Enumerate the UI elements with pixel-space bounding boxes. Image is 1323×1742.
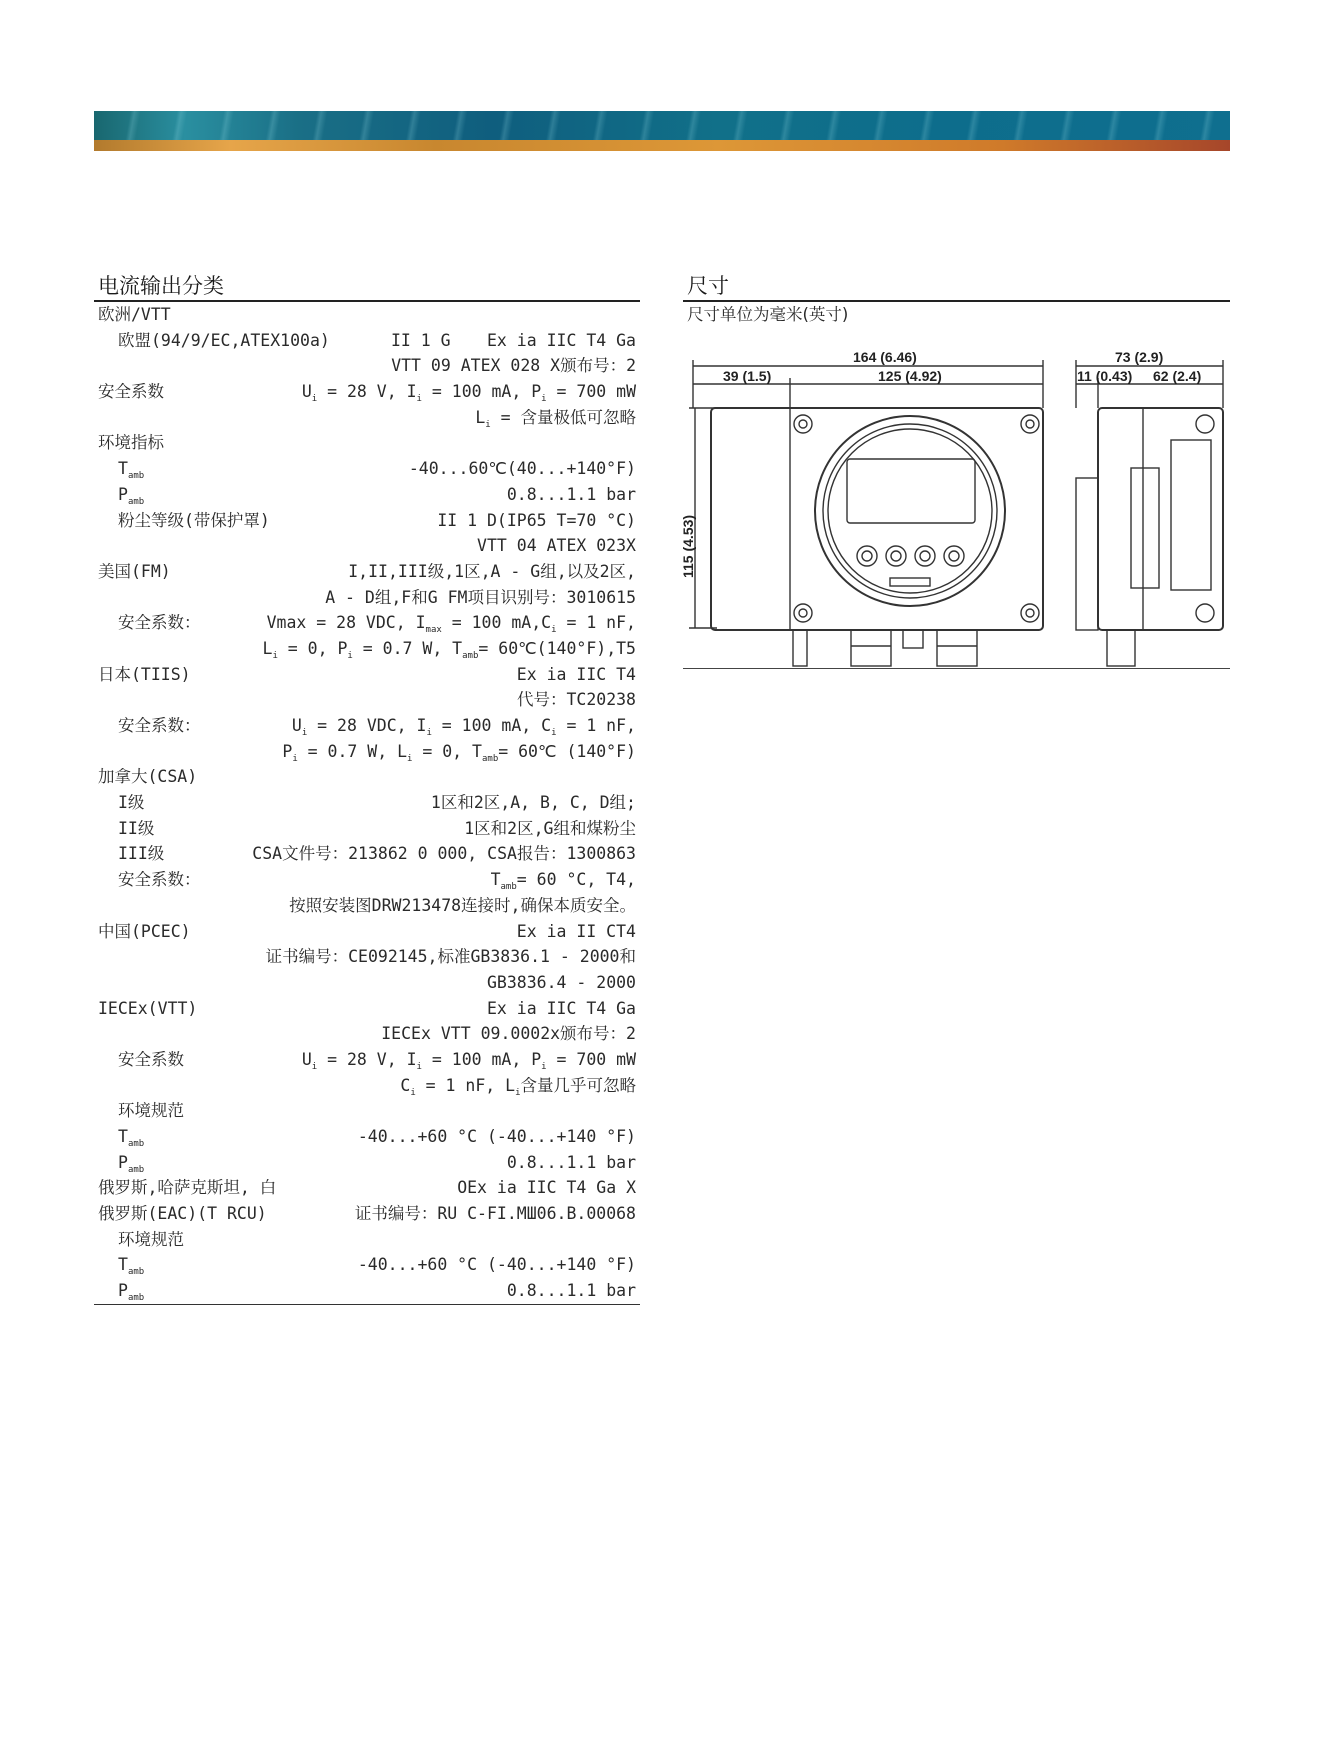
spec-value: OEx ia IIC T4 Ga X <box>457 1178 636 1198</box>
device-drawing <box>680 328 1230 668</box>
spec-row <box>94 1175 640 1201</box>
dim-body-width: 125 (4.92) <box>878 368 942 384</box>
spec-value: $U_i = 28$ VDC, $I_i = 100$ mA, $C_i = 1$ nF, <box>291 716 636 738</box>
spec-row <box>94 662 640 688</box>
spec-row <box>94 456 640 482</box>
dim-side-front: 11 (0.43) <box>1077 368 1133 384</box>
spec-row <box>94 379 640 405</box>
spec-value: GB3836.4 - 2000 <box>486 972 636 992</box>
spec-value: $L_i$ = 含量极低可忽略 <box>475 407 636 430</box>
spec-value: 证书编号：RU C-FI.МШ06.B.00068 <box>354 1204 636 1224</box>
spec-row <box>94 482 640 508</box>
spec-row <box>94 867 640 893</box>
spec-mid: II 1 G <box>391 330 451 350</box>
spec-value: Vmax = 28 VDC, $I_{max} = 100$ $mA,C_i = 1$ nF, <box>266 613 636 636</box>
spec-label: 安全系数： <box>118 716 201 735</box>
dim-height: 115 (4.53) <box>680 514 696 578</box>
spec-value: A - D组,F和G FM项目识别号：3010615 <box>325 587 636 607</box>
spec-label: IECEx(VTT) <box>98 998 198 1018</box>
spec-label: 俄罗斯(EAC)(T RCU) <box>98 1204 267 1224</box>
spec-value: IECEx VTT 09.0002x颁布号：2 <box>381 1024 636 1044</box>
spec-value: 1区和2区,G组和煤粉尘 <box>464 818 636 838</box>
spec-value: I,II,III级,1区,A - G组,以及2区, <box>348 561 636 581</box>
spec-row <box>94 353 640 379</box>
spec-value: Ex ia IIC T4 Ga <box>486 998 636 1018</box>
spec-value: CSA文件号：213862 0 000, CSA报告：1300863 <box>252 844 636 864</box>
spec-row <box>94 764 640 790</box>
spec-row <box>94 790 640 816</box>
spec-row <box>94 713 640 739</box>
spec-value: $P_i = 0.7$ W, $L_i = 0$, $T_{amb}=$ 60℃ (140°F) <box>282 741 636 764</box>
spec-row <box>94 636 640 662</box>
dim-total-width: 164 (6.46) <box>853 349 917 365</box>
header-banner <box>94 111 1230 151</box>
spec-row <box>94 328 640 354</box>
spec-row <box>94 533 640 559</box>
spec-value: Ex ia IIC T4 Ga <box>486 330 636 350</box>
spec-value: 按照安装图DRW213478连接时,确保本质安全。 <box>289 895 636 915</box>
spec-label: $P_{amb}$ <box>118 1281 145 1304</box>
spec-row <box>94 1278 640 1304</box>
spec-label: 环境规范 <box>118 1101 184 1121</box>
spec-label: 安全系数： <box>118 613 201 633</box>
spec-label: 安全系数 <box>98 382 164 402</box>
spec-value: Ex ia II CT4 <box>516 921 636 941</box>
spec-row <box>94 1073 640 1099</box>
spec-row <box>94 1021 640 1047</box>
spec-row <box>94 610 640 636</box>
spec-row <box>94 841 640 867</box>
spec-value: 0.8...1.1 bar <box>506 484 636 504</box>
spec-row <box>94 430 640 456</box>
spec-label: 欧盟(94/9/EC,ATEX100a) <box>118 330 330 350</box>
spec-label: $T_{amb}$ <box>118 459 145 482</box>
spec-value: -40...+60 °C (-40...+140 °F) <box>357 1127 636 1146</box>
spec-value: $C_i = 1$ nF, $L_i$含量几乎可忽略 <box>400 1075 636 1098</box>
spec-row <box>94 585 640 611</box>
dim-side-body: 62 (2.4) <box>1153 368 1202 384</box>
spec-value: -40...60℃(40...+140°F) <box>408 459 636 479</box>
spec-value: -40...+60 °C (-40...+140 °F) <box>357 1255 636 1275</box>
spec-value: 代号：TC20238 <box>516 690 636 710</box>
spec-label: III级 <box>118 844 165 864</box>
current-output-classification <box>94 272 640 1305</box>
dimension-drawing <box>680 328 1230 669</box>
spec-row <box>94 559 640 585</box>
spec-value: $U_i = 28$ V, $I_i = 100$ mA, $P_i = 700$ mW <box>301 1049 636 1072</box>
spec-row <box>94 893 640 919</box>
spec-value: 0.8...1.1 bar <box>506 1281 636 1301</box>
spec-row <box>94 1047 640 1073</box>
classification-table <box>94 302 640 1305</box>
spec-label: 安全系数 <box>118 1049 184 1069</box>
spec-value: VTT 09 ATEX 028 X颁布号：2 <box>391 356 636 376</box>
spec-row <box>94 944 640 970</box>
units-note: 尺寸单位为毫米(英寸) <box>687 305 849 324</box>
spec-row <box>94 302 640 328</box>
spec-label: 欧洲/VTT <box>98 305 171 324</box>
spec-value: 1区和2区,A, B, C, D组; <box>430 793 636 813</box>
spec-row <box>94 996 640 1022</box>
spec-row <box>94 816 640 842</box>
spec-row <box>94 1150 640 1176</box>
spec-label: $P_{amb}$ <box>118 1152 145 1175</box>
spec-label: 安全系数： <box>118 870 201 890</box>
spec-row <box>94 739 640 765</box>
spec-row <box>94 1227 640 1253</box>
spec-row <box>94 1201 640 1227</box>
spec-label: 中国(PCEC) <box>98 921 191 941</box>
spec-label: I级 <box>118 793 145 813</box>
spec-value: VTT 04 ATEX 023X <box>477 536 636 556</box>
spec-label: II级 <box>118 818 155 838</box>
spec-label: 美国(FM) <box>98 561 171 581</box>
spec-row <box>94 508 640 534</box>
section-title: 电流输出分类 <box>94 272 640 302</box>
spec-value: 0.8...1.1 bar <box>506 1152 636 1172</box>
section-title: 尺寸 <box>683 272 1230 302</box>
spec-value: 证书编号：CE092145,标准GB3836.1 - 2000和 <box>265 947 636 967</box>
spec-label: 环境规范 <box>118 1229 184 1249</box>
dim-left-cap: 39 (1.5) <box>723 368 772 384</box>
spec-row <box>94 970 640 996</box>
spec-row <box>94 919 640 945</box>
spec-label: $T_{amb}$ <box>118 1127 145 1149</box>
spec-label: $P_{amb}$ <box>118 484 145 507</box>
spec-value: $U_i = 28$ V, $I_i = 100$ mA, $P_i = 700$ mW <box>301 382 636 405</box>
spec-row <box>94 405 640 431</box>
spec-label: 粉尘等级(带保护罩) <box>118 510 270 530</box>
spec-label: 俄罗斯,哈萨克斯坦, 白 <box>98 1178 277 1198</box>
spec-value: Ex ia IIC T4 <box>516 664 636 684</box>
spec-label: 日本(TIIS) <box>98 664 191 684</box>
dimensions-section <box>680 272 1230 669</box>
spec-value: $L_i = 0$, $P_i = 0.7$ W, $T_{amb}=$ 60℃(140°F),T5 <box>262 638 636 661</box>
spec-label: 加拿大(CSA) <box>98 767 198 787</box>
spec-row <box>94 687 640 713</box>
spec-row <box>94 1252 640 1278</box>
dim-side-total: 73 (2.9) <box>1115 349 1164 365</box>
spec-value: $T_{amb}= 60$ °C, T4, <box>490 870 636 893</box>
spec-row <box>94 1098 640 1124</box>
spec-row <box>94 1124 640 1150</box>
spec-label: $T_{amb}$ <box>118 1255 145 1278</box>
spec-label: 环境指标 <box>98 433 164 453</box>
spec-value: II 1 D(IP65 T=70 °C) <box>437 510 636 530</box>
